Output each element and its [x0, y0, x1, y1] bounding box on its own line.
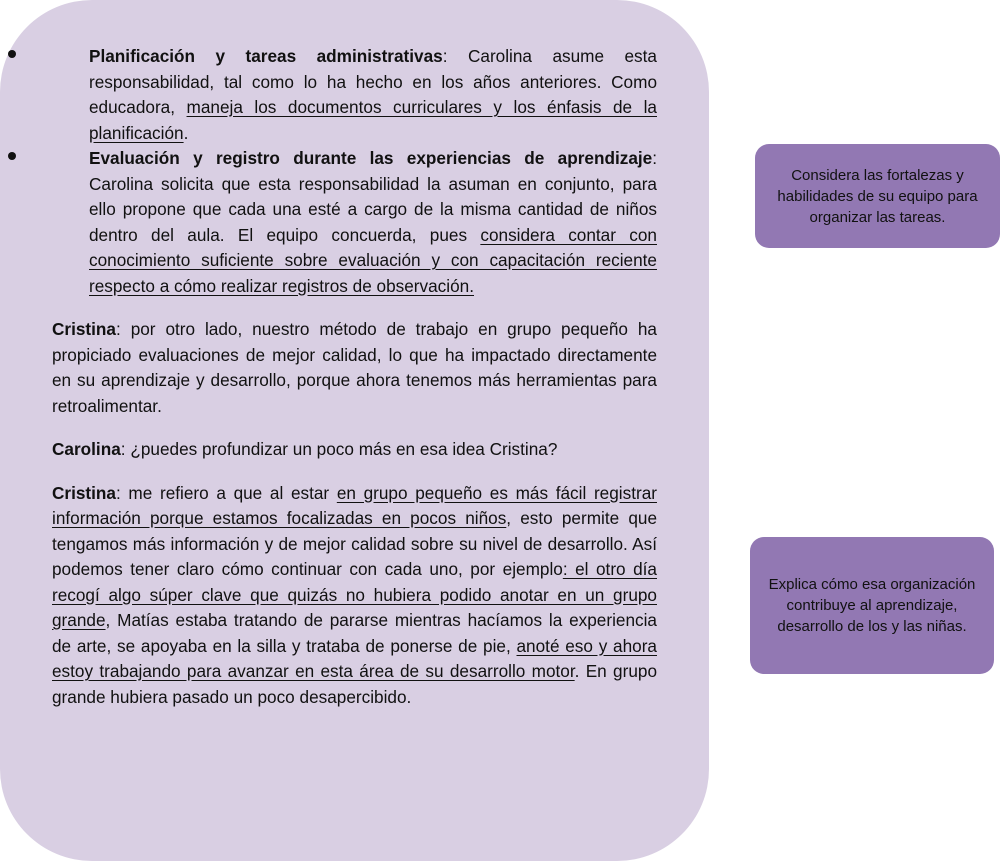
side-note-text: Considera las fortalezas y habilidades de su equipo para organizar las tareas.: [777, 166, 978, 226]
dialogue-text: : me refiero a que al estar: [116, 482, 337, 503]
underlined-text: anoté eso y ahora estoy trabajando para avanzar en esta área de su desarrollo motor: [52, 635, 657, 681]
bullet-title: Planificación y tareas administrativas: [89, 46, 443, 66]
side-note-strengths: [755, 144, 1000, 248]
bullet-body-end: .: [183, 122, 189, 143]
dialogue-text: . En grupo grande hubiera pasado un poco desapercibido.: [52, 661, 658, 707]
side-note-learning: [750, 537, 994, 674]
bullet-text: [89, 146, 657, 299]
bullet-body: Carolina asume esta responsabilidad, tal como lo ha hecho en los años anteriores. Como educadora,: [89, 46, 657, 117]
speaker-name: Cristina: [52, 482, 116, 503]
dialogue-paragraph-2: [52, 437, 657, 463]
dialogue-text: , Matías estaba tratando de pararse mientras hacíamos la experiencia de arte, se apoyaba en la silla y trataba de ponerse de pie,: [52, 610, 657, 656]
bullet-title: Evaluación y registro durante las experiencias de aprendizaje: [89, 148, 653, 168]
speaker-name: Carolina: [52, 439, 121, 459]
underlined-text: en grupo pequeño es más fácil registrar información porque estamos focalizadas en pocos niños: [52, 482, 657, 528]
dialogue-paragraph-3: [52, 481, 657, 711]
side-note-text: Explica cómo esa organización contribuye al aprendizaje, desarrollo de los y las niñas.: [768, 576, 976, 635]
bullet-item-planning: [52, 44, 657, 146]
speaker-name: Cristina: [52, 319, 116, 339]
dialogue-text: , esto permite que tengamos más información y de mejor calidad sobre su nivel de desarrollo. Así podemos tener claro cómo continuar con cada uno, por ejemplo: [52, 508, 658, 579]
bullet-body: Carolina solicita que esta responsabilidad la asuman en conjunto, para ello propone que cada una esté a cargo de la misma cantidad de niños dentro del aula. El equipo concuerda, pues: [89, 173, 657, 245]
dialogue-text: : ¿puedes profundizar un poco más en esa idea Cristina?: [120, 439, 558, 459]
bullet-item-evaluation: [52, 146, 657, 299]
underlined-text: considera contar con conocimiento suficiente sobre evaluación y con capacitación reciente respecto a cómo realizar registros de observación.: [89, 224, 657, 296]
separator: :: [652, 148, 657, 168]
document-body: [52, 44, 657, 710]
bullet-icon: [8, 152, 16, 160]
bullet-icon: [8, 50, 16, 58]
separator: :: [442, 46, 468, 66]
bullet-list: [52, 44, 657, 299]
underlined-text: maneja los documentos curriculares y los énfasis de la planificación: [89, 97, 657, 143]
dialogue-text: : por otro lado, nuestro método de trabajo en grupo pequeño ha propiciado evaluaciones de mejor calidad, lo que ha impactado directamente en su aprendizaje y desarrollo, porque ahora tenemos más herramientas para retroalimentar.: [52, 319, 657, 416]
underlined-text: : el otro día recogí algo súper clave que quizás no hubiera podido anotar en un grupo grande: [52, 559, 657, 630]
dialogue-paragraph-1: [52, 317, 657, 419]
bullet-text: [89, 44, 657, 146]
